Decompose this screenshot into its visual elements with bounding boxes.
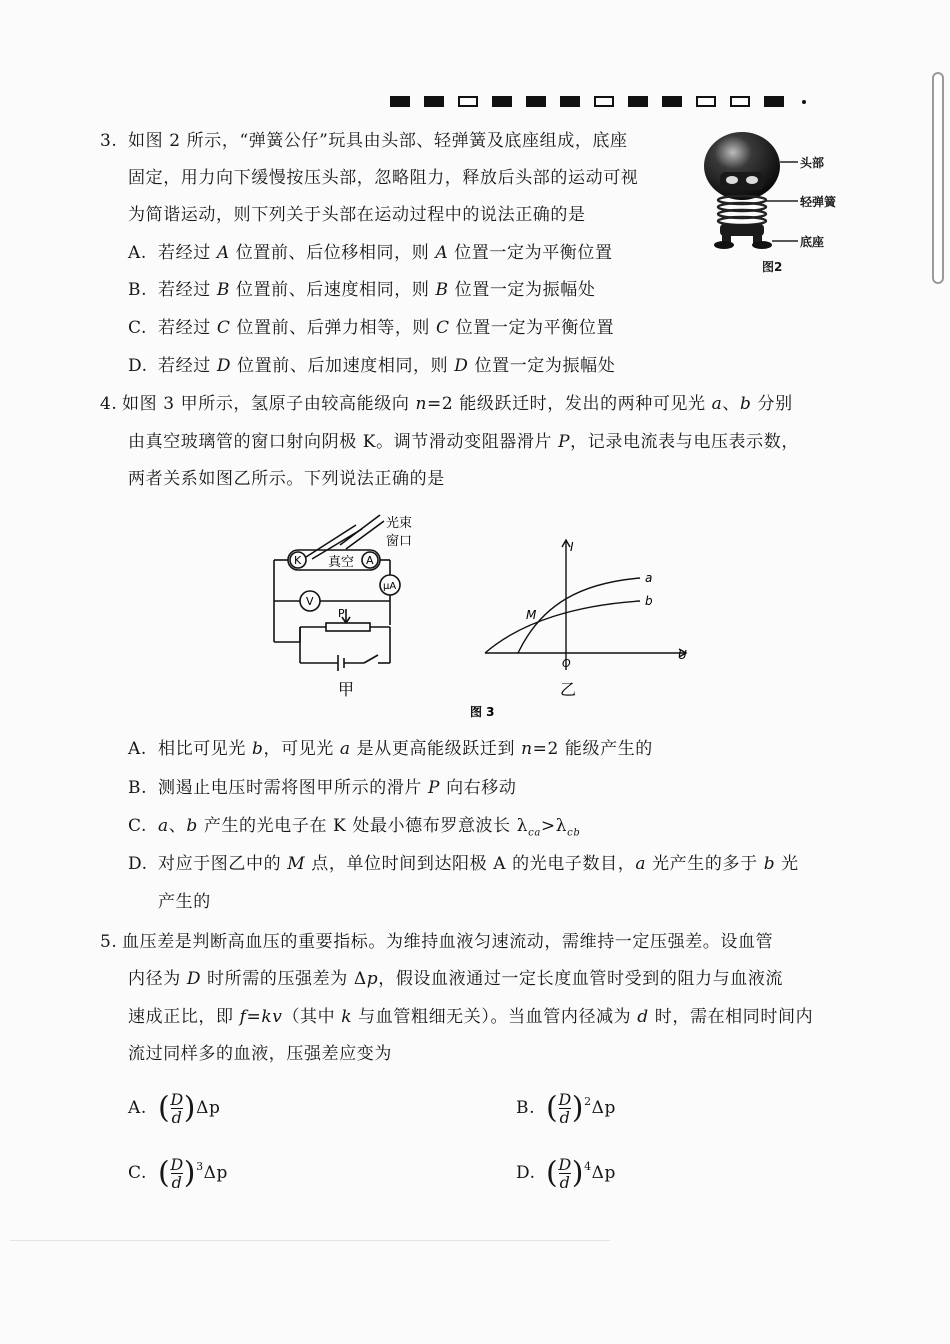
option-label: D. (128, 356, 148, 376)
option-var: b (252, 739, 264, 759)
denominator: d (171, 1108, 183, 1127)
option-var: A (435, 243, 449, 263)
option-text: 、 (168, 816, 187, 836)
stem-text: 由真空玻璃管的窗口射向阴极 K。调节滑动变阻器滑片 (128, 432, 559, 452)
stem-var: b (740, 394, 752, 414)
toy-eye (746, 176, 758, 184)
denominator: d (559, 1173, 571, 1192)
option-var: b (186, 816, 198, 836)
option-var: C (216, 318, 231, 338)
label-anode: A (366, 554, 374, 567)
q4-option-d[interactable] (128, 852, 799, 876)
option-label: D. (128, 854, 148, 874)
option-label: C. (128, 816, 148, 836)
stem-text: ，记录电流表与电压表示数， (570, 432, 799, 452)
q3-option-b[interactable] (128, 278, 595, 302)
label-head: 头部 (800, 156, 825, 170)
label-x-axis: U (678, 648, 687, 662)
mark-open (696, 96, 716, 107)
stem-text: ，假设血液通过一定长度血管时受到的阻力与血液流 (378, 969, 784, 989)
stem-text: （其中 (282, 1007, 342, 1027)
option-text: 位置一定为平衡位置 (449, 318, 615, 338)
mark-filled (424, 96, 444, 107)
label-base: 底座 (800, 235, 825, 249)
option-var: n (521, 739, 533, 759)
q4-stem-line-2 (128, 430, 799, 454)
stem-text: 时所需的压强差为 Δ (201, 969, 367, 989)
delta-p: Δp (591, 1098, 617, 1118)
stem-var: k (341, 1007, 353, 1027)
option-text: 光产生的多于 (646, 854, 764, 874)
label-point-m: M (526, 608, 537, 622)
q4-option-c[interactable] (128, 814, 580, 845)
option-var: P (428, 778, 441, 798)
option-text: 位置前、后位移相同，则 (229, 243, 436, 263)
mark-filled (492, 96, 512, 107)
option-var: D (454, 356, 469, 376)
option-text: 产生的光电子在 K 处最小德布罗意波长 (197, 816, 517, 836)
label-curve-b: b (645, 594, 653, 608)
option-text: 位置一定为平衡位置 (448, 243, 613, 263)
toy-spring (718, 196, 766, 225)
option-var: C (436, 318, 450, 338)
label-origin: O (562, 657, 571, 670)
option-text: 若经过 (158, 243, 217, 263)
q4-option-b[interactable] (128, 776, 516, 800)
page-divider (10, 1240, 610, 1241)
q4-option-d-cont: 产生的 (158, 892, 211, 912)
question-number: 4. (100, 394, 118, 414)
delta-p: Δp (203, 1163, 229, 1183)
q4-option-a[interactable] (128, 737, 653, 761)
option-label: B. (128, 280, 148, 300)
mark-filled (390, 96, 410, 107)
label-curve-a: a (645, 571, 653, 585)
option-var: A (216, 243, 230, 263)
option-label: B. (128, 778, 148, 798)
stem-text: 速成正比，即 (128, 1007, 240, 1027)
exponent: 3 (196, 1160, 204, 1173)
fraction (170, 1091, 183, 1126)
option-text: ，可见光 (263, 739, 340, 759)
figure-3-caption: 图 3 (470, 705, 495, 719)
numerator: D (170, 1090, 184, 1109)
option-label: D. (516, 1163, 536, 1183)
lambda-symbol: λ (516, 816, 529, 836)
option-text: 若经过 (158, 280, 217, 300)
option-var: B (435, 280, 449, 300)
mark-dot (802, 100, 806, 104)
q5-option-d[interactable]: D. ( $\frac{D}{d}$ )$^4$Δp (516, 1155, 617, 1192)
label-ammeter: μA (383, 581, 397, 592)
numerator: D (558, 1155, 572, 1174)
question-number: 5. (100, 932, 118, 952)
option-var: a (339, 739, 351, 759)
q3-option-d[interactable] (128, 354, 615, 378)
fraction (170, 1156, 183, 1191)
numerator: D (170, 1155, 184, 1174)
stem-text: 时，需在相同时间内 (648, 1007, 814, 1027)
option-var: B (216, 280, 230, 300)
q5-option-c[interactable]: C. ( $\frac{D}{d}$ )$^3$Δp (128, 1155, 229, 1192)
denominator: d (171, 1173, 183, 1192)
curve-b (485, 601, 640, 653)
q4-stem-line-1 (100, 392, 793, 416)
circuit-diagram (274, 515, 400, 671)
q5-option-b[interactable]: B. ( $\frac{D}{d}$ )$^2$Δp (516, 1090, 617, 1127)
stem-text: 血压差是判断高血压的重要指标。为维持血液匀速流动，需维持一定压强差。设血管 (122, 932, 774, 952)
option-var: D (216, 356, 232, 376)
option-text: 若经过 (158, 356, 217, 376)
label-window: 窗口 (386, 534, 413, 549)
delta-p: Δp (196, 1098, 221, 1118)
alignment-marks (390, 96, 806, 107)
stem-var: n (415, 394, 427, 414)
q5-stem-line-1 (100, 930, 773, 954)
stem-var: f=kv (239, 1007, 283, 1027)
mark-open (730, 96, 750, 107)
stem-var: D (186, 969, 202, 989)
delta-p: Δp (591, 1163, 617, 1183)
fraction (558, 1156, 571, 1191)
mark-filled (560, 96, 580, 107)
q4-stem-line-3: 两者关系如图乙所示。下列说法正确的是 (128, 469, 445, 489)
fraction (558, 1091, 571, 1126)
option-label: A. (128, 1098, 147, 1118)
lambda-subscript: cb (567, 827, 581, 839)
option-text: 若经过 (158, 318, 217, 338)
iu-graph (485, 540, 686, 670)
label-panel-jia: 甲 (338, 680, 355, 699)
stem-text: 、 (722, 394, 741, 414)
stem-var: a (711, 394, 723, 414)
rheostat (326, 623, 370, 631)
q3-option-c[interactable] (128, 316, 614, 340)
option-text: 点，单位时间到达阳极 A 的光电子数目， (305, 854, 636, 874)
q3-stem-line-3: 为简谐运动，则下列关于头部在运动过程中的说法正确的是 (128, 205, 586, 225)
label-panel-yi: 乙 (560, 680, 577, 699)
option-var: a (635, 854, 647, 874)
option-text: 位置一定为振幅处 (448, 280, 596, 300)
stem-var: d (637, 1007, 649, 1027)
option-text: 是从更高能级跃迁到 (350, 739, 522, 759)
greater-than: > (540, 816, 556, 836)
exponent: 2 (584, 1095, 592, 1108)
label-beam: 光束 (386, 516, 413, 531)
toy-eye (726, 176, 738, 184)
stem-var: P (558, 432, 571, 452)
q3-stem-line-2: 固定，用力向下缓慢按压头部，忽略阻力，释放后头部的运动可视 (128, 168, 639, 188)
option-text: 位置前、后弹力相等，则 (230, 318, 437, 338)
option-text: =2 能级产生的 (532, 739, 653, 759)
stem-var: p (366, 969, 379, 989)
option-text: 测遏止电压时需将图甲所示的滑片 (158, 778, 429, 798)
light-beam (306, 525, 356, 557)
label-slider: P (338, 607, 345, 620)
stem-text: 如图 3 甲所示，氢原子由较高能级向 (122, 394, 416, 414)
mark-filled (628, 96, 648, 107)
option-text: 位置前、后速度相同，则 (229, 280, 436, 300)
q5-stem-line-4: 流过同样多的血液，压强差应变为 (128, 1044, 392, 1064)
denominator: d (559, 1108, 571, 1127)
mark-filled (662, 96, 682, 107)
option-label: A. (128, 739, 147, 759)
option-text: 向右移动 (440, 778, 517, 798)
option-label: A. (128, 243, 147, 263)
exponent: 4 (584, 1160, 592, 1173)
q3-option-a[interactable] (128, 241, 613, 265)
option-text: 相比可见光 (158, 739, 253, 759)
figure-3 (260, 505, 700, 720)
q3-stem-line-1 (100, 129, 628, 153)
label-cathode: K (294, 554, 302, 567)
option-var: a (158, 816, 169, 836)
option-text: 位置一定为振幅处 (468, 356, 616, 376)
stem-text: 内径为 (128, 969, 187, 989)
stem-text: =2 能级跃迁时，发出的两种可见光 (427, 394, 712, 414)
q5-stem-line-2 (128, 967, 783, 991)
lambda-subscript: ca (528, 827, 541, 839)
mark-filled (526, 96, 546, 107)
mark-filled (764, 96, 784, 107)
option-label: B. (516, 1098, 536, 1118)
option-text: 对应于图乙中的 (158, 854, 288, 874)
option-text: 位置前、后加速度相同，则 (231, 356, 455, 376)
label-y-axis: I (570, 540, 574, 554)
q5-stem-line-3 (128, 1005, 813, 1029)
label-vacuum: 真空 (328, 555, 355, 570)
option-label: C. (128, 1163, 148, 1183)
lambda-symbol: λ (555, 816, 568, 836)
mark-open (458, 96, 478, 107)
figure-2-caption: 图2 (762, 260, 783, 274)
question-number: 3. (100, 131, 118, 151)
numerator: D (558, 1090, 572, 1109)
mark-open (594, 96, 614, 107)
option-var: b (763, 854, 776, 874)
switch (364, 655, 378, 663)
label-voltmeter: V (306, 595, 314, 608)
option-var: M (287, 854, 306, 874)
scrollbar[interactable] (932, 72, 944, 284)
stem-text: 分别 (751, 394, 793, 414)
stem-text: 与血管粗细无关）。当血管内径减为 (352, 1007, 638, 1027)
option-label: C. (128, 318, 148, 338)
label-spring: 轻弹簧 (800, 195, 837, 209)
q5-option-a[interactable]: A. ( $\frac{D}{d}$ )Δp (128, 1090, 221, 1127)
q3-stem-text: 如图 2 所示，“弹簧公仔”玩具由头部、轻弹簧及底座组成，底座 (128, 131, 628, 151)
option-text: 光 (775, 854, 799, 874)
